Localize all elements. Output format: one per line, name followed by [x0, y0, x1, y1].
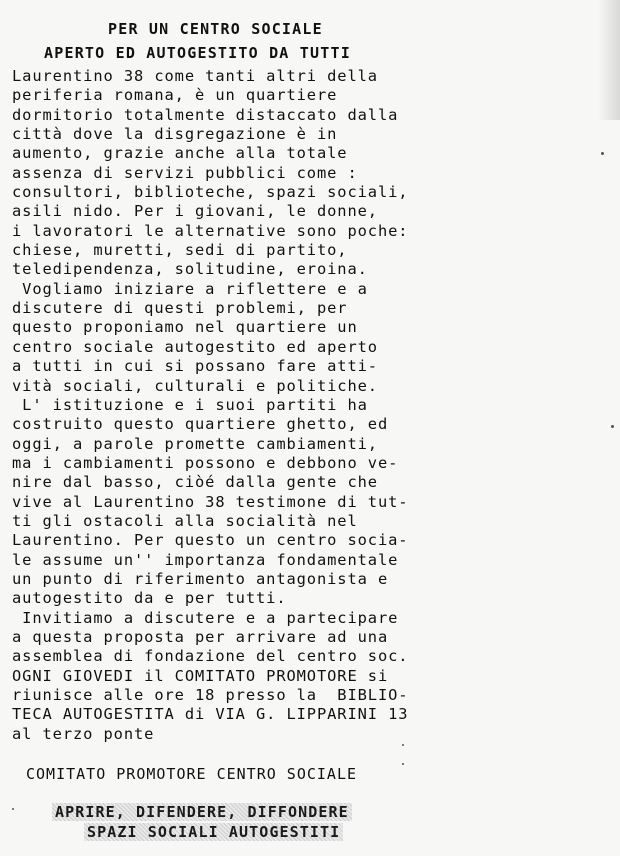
body-line: a tutti in cui si possano fare atti- — [12, 357, 378, 376]
body-line: periferia romana, è un quartiere — [12, 86, 338, 105]
body-line: teledipendenza, solitudine, eroina. — [12, 260, 368, 279]
scan-speck — [601, 152, 604, 155]
body-line: città dove la disgregazione è in — [12, 125, 338, 144]
body-line: nire dal basso, ciòé dalla gente che — [12, 473, 378, 492]
body-line: Laurentino 38 come tanti altri della — [12, 67, 378, 85]
slogan-line-2: SPAZI SOCIALI AUTOGESTITI — [84, 823, 343, 841]
body-line: a questa proposta per arrivare ad una — [12, 627, 389, 646]
body-line: oggi, a parole promette cambiamenti, — [12, 434, 378, 453]
body-line: Vogliamo iniziare a riflettere e a — [12, 279, 368, 298]
body-line: dormitorio totalmente distaccato dalla — [12, 105, 399, 124]
flyer-title-line-2: APERTO ED AUTOGESTITO DA TUTTI — [44, 44, 351, 62]
body-line: consultori, biblioteche, spazi sociali, — [12, 183, 409, 202]
body-line: questo proponiamo nel quartiere un — [12, 318, 358, 337]
body-line: al terzo ponte — [12, 724, 155, 743]
scan-speck — [611, 425, 614, 428]
body-line: aumento, grazie anche alla totale — [12, 144, 348, 163]
body-line: OGNI GIOVEDI il COMITATO PROMOTORE si — [12, 666, 389, 685]
body-line: i lavoratori le alternative sono poche: — [12, 221, 409, 240]
body-line: centro sociale autogestito ed aperto — [12, 337, 378, 356]
body-line: assemblea di fondazione del centro soc. — [12, 647, 409, 666]
body-line: Laurentino. Per questo un centro socia- — [12, 531, 409, 550]
body-line: ma i cambiamenti possono e debbono ve- — [12, 453, 399, 472]
body-line: Invitiamo a discutere e a partecipare — [12, 608, 399, 627]
scan-speck — [402, 763, 404, 765]
body-line: asili nido. Per i giovani, le donne, — [12, 202, 378, 221]
scan-speck — [12, 808, 14, 810]
body-line: TECA AUTOGESTITA di VIA G. LIPPARINI 13 — [12, 705, 409, 724]
body-line: vive al Laurentino 38 testimone di tut- — [12, 492, 409, 511]
body-line: le assume un'' importanza fondamentale — [12, 550, 399, 569]
scan-speck — [402, 744, 404, 746]
body-line: ti gli ostacoli alla socialità nel — [12, 511, 358, 530]
body-line: discutere di questi problemi, per — [12, 299, 348, 318]
body-line: assenza di servizi pubblici come : — [12, 163, 358, 182]
body-line: L' istituzione e i suoi partiti ha — [12, 395, 368, 414]
body-line: riunisce alle ore 18 presso la BIBLIO- — [12, 686, 409, 704]
body-line: vità sociali, culturali e politiche. — [12, 376, 378, 395]
body-line: un punto di riferimento antagonista e — [12, 569, 389, 588]
flyer-body-text — [12, 67, 616, 744]
body-line: costruito questo quartiere ghetto, ed — [12, 415, 389, 434]
body-line: autogestito da e per tutti. — [12, 589, 287, 608]
signature-line: COMITATO PROMOTORE CENTRO SOCIALE — [26, 765, 358, 783]
body-line: chiese, muretti, sedi di partito, — [12, 241, 348, 260]
slogan-line-1: APRIRE, DIFENDERE, DIFFONDERE — [52, 803, 352, 821]
flyer-title-line-1: PER UN CENTRO SOCIALE — [108, 20, 323, 38]
